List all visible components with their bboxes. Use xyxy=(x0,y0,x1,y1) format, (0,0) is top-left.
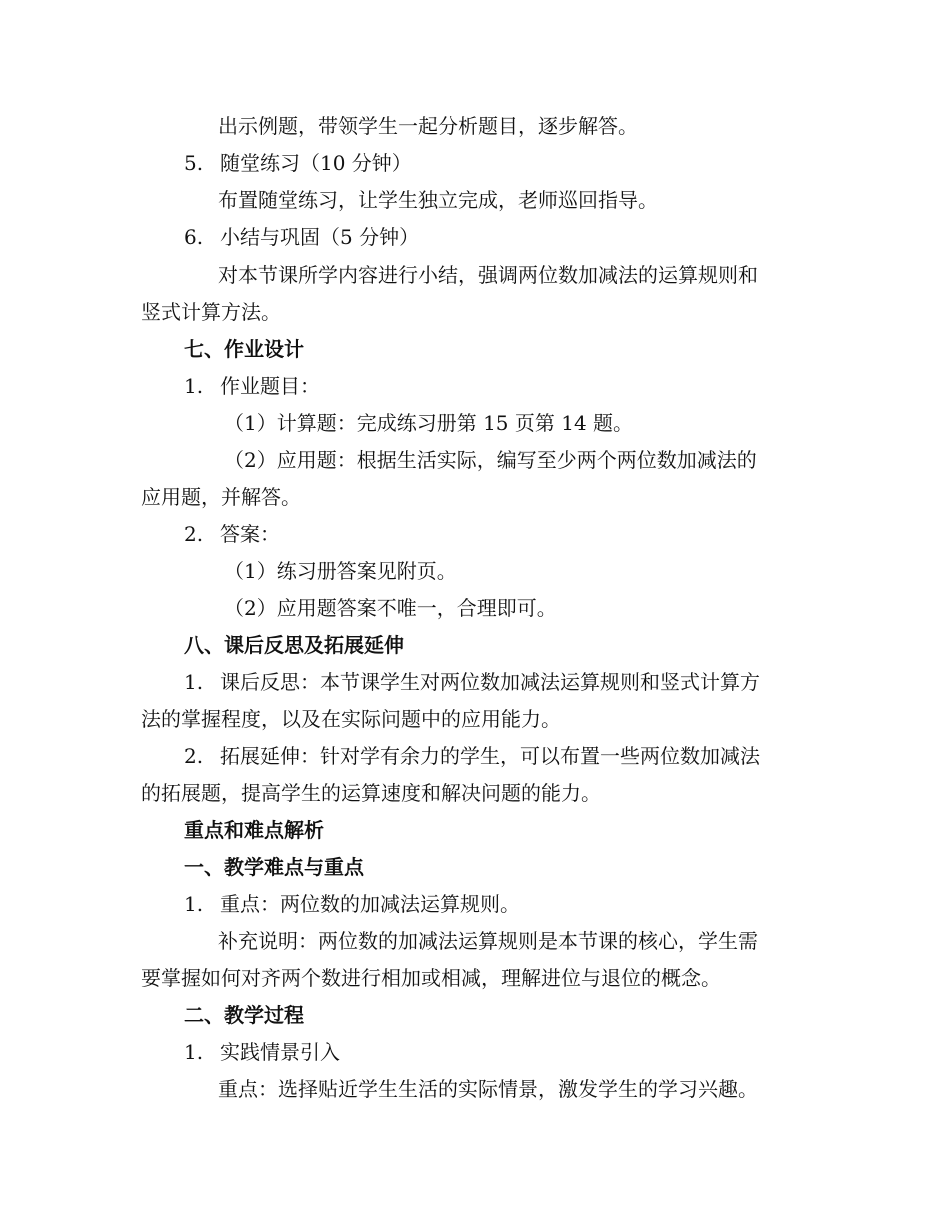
list-number: 1. xyxy=(184,670,204,694)
paragraph-line: 补充说明：两位数的加减法运算规则是本节课的核心，学生需 xyxy=(218,929,758,953)
section-heading: 七、作业设计 xyxy=(184,337,304,361)
list-item: 6. 小结与巩固（5 分钟） xyxy=(184,222,419,252)
paragraph-line: 竖式计算方法。 xyxy=(141,300,281,324)
paragraph-line: 重点：选择贴近学生生活的实际情景，激发学生的学习兴趣。 xyxy=(218,1077,758,1101)
sub-item: （1）练习册答案见附页。 xyxy=(224,559,457,583)
list-number: 1. xyxy=(184,1040,204,1064)
sub-item: （2）应用题：根据生活实际，编写至少两个两位数加减法的 xyxy=(224,448,757,472)
list-item: 2. 拓展延伸：针对学有余力的学生，可以布置一些两位数加减法 xyxy=(184,741,760,771)
paragraph-line: 法的掌握程度，以及在实际问题中的应用能力。 xyxy=(141,707,561,731)
list-item: 5. 随堂练习（10 分钟） xyxy=(184,148,412,178)
list-number: 5. xyxy=(184,151,204,175)
section-heading: 八、课后反思及拓展延伸 xyxy=(184,633,404,657)
section-heading: 重点和难点解析 xyxy=(184,818,324,842)
paragraph-line: 布置随堂练习，让学生独立完成，老师巡回指导。 xyxy=(218,188,658,212)
paragraph-line: 对本节课所学内容进行小结，强调两位数加减法的运算规则和 xyxy=(218,263,758,287)
paragraph-line: 要掌握如何对齐两个数进行相加或相减，理解进位与退位的概念。 xyxy=(141,966,721,990)
section-heading: 一、教学难点与重点 xyxy=(184,855,364,879)
paragraph-line: 出示例题，带领学生一起分析题目，逐步解答。 xyxy=(218,114,638,138)
sub-item: （1）计算题：完成练习册第 15 页第 14 题。 xyxy=(224,411,634,435)
paragraph-line: 的拓展题，提高学生的运算速度和解决问题的能力。 xyxy=(141,781,601,805)
list-item: 2. 答案： xyxy=(184,519,280,549)
list-number: 2. xyxy=(184,744,204,768)
sub-item: （2）应用题答案不唯一，合理即可。 xyxy=(224,596,557,620)
list-item: 1. 课后反思：本节课学生对两位数加减法运算规则和竖式计算方 xyxy=(184,667,760,697)
section-heading: 二、教学过程 xyxy=(184,1003,304,1027)
list-number: 1. xyxy=(184,892,204,916)
list-item: 1. 作业题目： xyxy=(184,371,320,401)
list-number: 6. xyxy=(184,225,204,249)
list-number: 1. xyxy=(184,374,204,398)
paragraph-line: 应用题，并解答。 xyxy=(141,485,301,509)
list-item: 1. 实践情景引入 xyxy=(184,1037,340,1067)
list-item: 1. 重点：两位数的加减法运算规则。 xyxy=(184,889,520,919)
list-number: 2. xyxy=(184,522,204,546)
